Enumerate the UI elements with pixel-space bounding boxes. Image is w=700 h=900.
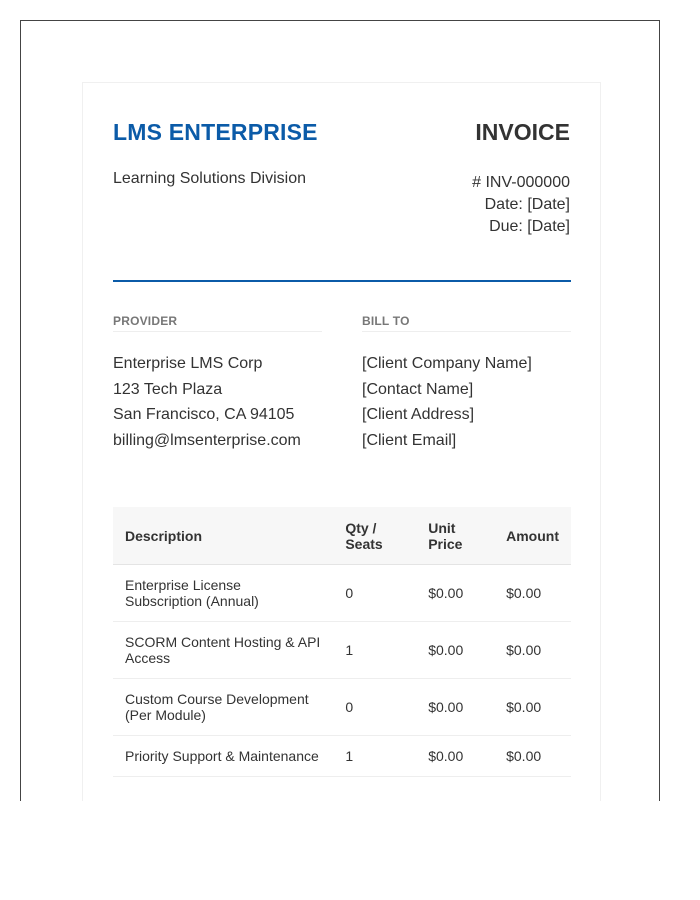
column-header-qty: Qty / Seats [333,507,416,565]
column-header-amount: Amount [494,507,571,565]
invoice-date: Date: [Date] [484,196,570,213]
item-amount: $0.00 [494,679,571,736]
provider-line: Enterprise LMS Corp [113,355,263,372]
item-amount: $0.00 [494,736,571,777]
item-unit-price: $0.00 [416,622,494,679]
document-frame [20,20,660,801]
item-unit-price: $0.00 [416,679,494,736]
item-description: Enterprise License Subscription (Annual) [113,565,333,622]
bill-to-address [362,351,571,454]
item-amount: $0.00 [494,622,571,679]
item-description: SCORM Content Hosting & API Access [113,622,333,679]
table-row [113,565,571,622]
invoice-title: INVOICE [475,119,570,145]
provider-heading: PROVIDER [113,314,322,332]
provider-line: San Francisco, CA 94105 [113,406,295,424]
item-amount: $0.00 [494,565,571,622]
item-qty: 0 [333,565,416,622]
bill-to-section [362,314,571,454]
provider-section [113,314,322,454]
bill-to-line: [Client Address] [362,406,475,424]
company-division: Learning Solutions Division [113,170,306,187]
item-qty: 1 [333,622,416,679]
company-name: LMS ENTERPRISE [113,119,318,145]
bill-to-line: [Client Company Name] [362,355,532,372]
provider-address [113,351,322,454]
table-row [113,679,571,736]
invoice-due-date: Due: [Date] [489,218,570,235]
bill-to-heading: BILL TO [362,314,571,332]
provider-line: 123 Tech Plaza [113,380,223,398]
header-divider [113,280,571,282]
line-items-table [113,507,571,777]
table-header-row [113,507,571,565]
column-header-unit-price: Unit Price [416,507,494,565]
invoice-meta [472,170,570,240]
table-row [113,622,571,679]
item-description: Priority Support & Maintenance [113,736,333,777]
provider-email: billing@lmsenterprise.com [113,432,301,450]
table-row [113,736,571,777]
item-qty: 1 [333,736,416,777]
column-header-description: Description [113,507,333,565]
invoice-number: # INV-000000 [472,174,570,191]
item-unit-price: $0.00 [416,736,494,777]
item-qty: 0 [333,679,416,736]
invoice-sheet [82,82,601,801]
item-description: Custom Course Development (Per Module) [113,679,333,736]
bill-to-line: [Contact Name] [362,380,474,398]
bill-to-email: [Client Email] [362,432,457,450]
item-unit-price: $0.00 [416,565,494,622]
